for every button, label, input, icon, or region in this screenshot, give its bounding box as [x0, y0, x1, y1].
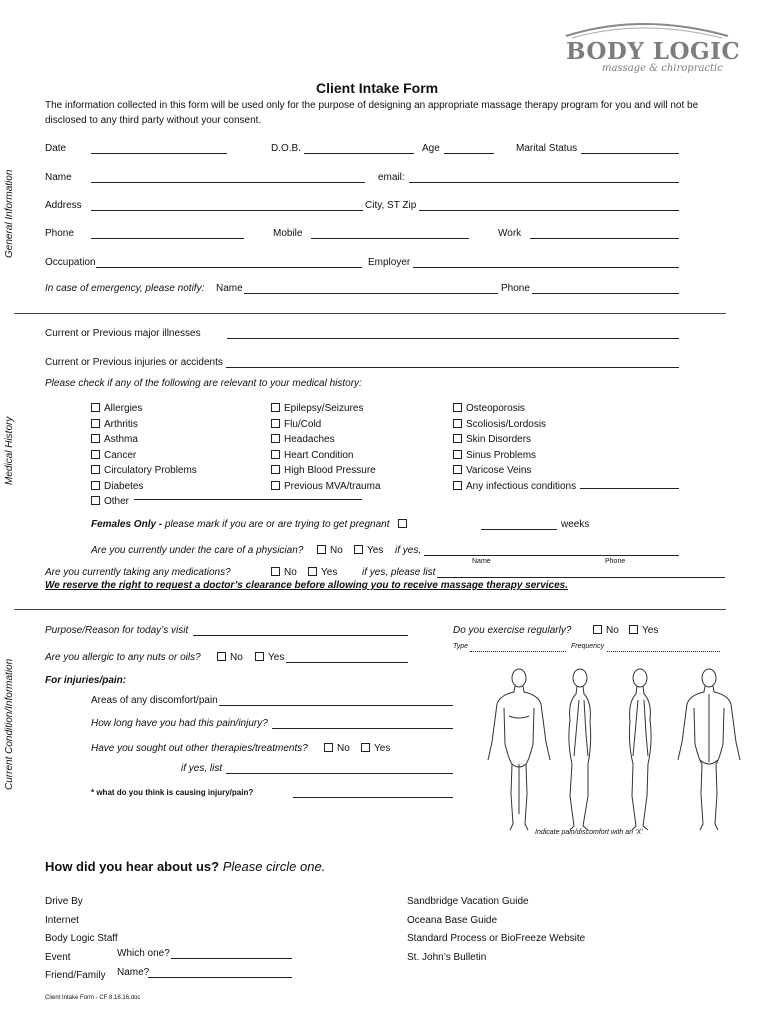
checkbox-label: Arthritis	[104, 418, 138, 430]
email-field[interactable]	[409, 182, 679, 183]
checkbox-label: Asthma	[104, 434, 138, 445]
checkbox-label: Varicose Veins	[466, 465, 532, 476]
type-label: Type	[453, 643, 469, 650]
weeks-label: weeks	[561, 519, 590, 530]
hear-option[interactable]: Sandbridge Vacation Guide	[407, 896, 529, 907]
illnesses-label: Current or Previous major illnesses	[45, 328, 201, 339]
hear-option[interactable]: Drive By	[45, 896, 83, 907]
checkbox[interactable]	[354, 545, 363, 554]
allergic-field[interactable]	[286, 662, 408, 663]
checkbox[interactable]	[593, 625, 602, 634]
body-side-figure	[629, 669, 651, 830]
areas-label: Areas of any discomfort/pain	[91, 695, 218, 706]
checkbox-label: Allergies	[104, 403, 143, 414]
females-only-label: Females Only -	[91, 519, 163, 530]
footer-text: Client Intake Form - CF 8.16.16.doc	[45, 995, 141, 1001]
hear-option[interactable]: Body Logic Staff	[45, 933, 118, 944]
indicate-caption: Indicate pain/discomfort with an ‘X’	[535, 829, 643, 836]
checkbox-item[interactable]	[453, 417, 576, 433]
checkbox[interactable]	[453, 481, 462, 490]
checkbox[interactable]	[308, 567, 317, 576]
phone-field[interactable]	[91, 238, 244, 239]
checkbox-item[interactable]	[91, 432, 197, 448]
hear-subtitle: Please circle one.	[222, 859, 326, 874]
checkbox-item[interactable]	[453, 432, 576, 448]
checkbox-label: Other	[104, 496, 130, 507]
purpose-field[interactable]	[193, 635, 408, 636]
checkbox[interactable]	[271, 403, 280, 412]
physician-question: Are you currently under the care of a physician?	[91, 545, 304, 556]
mobile-field[interactable]	[311, 238, 469, 239]
side-label-medical: Medical History	[4, 416, 15, 485]
checkbox[interactable]	[271, 434, 280, 443]
checkbox-item[interactable]	[271, 401, 381, 417]
frequency-field[interactable]	[607, 651, 720, 652]
hear-option[interactable]: Standard Process or BioFreeze Website	[407, 933, 586, 944]
physician-field[interactable]	[424, 555, 679, 556]
hear-option[interactable]: Internet	[45, 914, 79, 926]
checkbox-label: Flu/Cold	[284, 418, 322, 430]
exercise-no[interactable]: No	[593, 625, 619, 636]
checkbox-label: Headaches	[284, 434, 335, 445]
address-label: Address	[45, 200, 82, 211]
checkbox[interactable]	[217, 652, 226, 661]
checkbox-label: Previous MVA/trauma	[284, 480, 381, 492]
medications-if-yes: if yes, please list	[362, 567, 436, 578]
hear-left-list	[45, 893, 118, 986]
logo-tagline: massage & chiropractic	[602, 63, 723, 74]
date-field[interactable]	[91, 153, 227, 154]
exercise-yes[interactable]: Yes	[629, 625, 658, 636]
checkbox[interactable]	[91, 419, 100, 428]
checkbox-item[interactable]	[91, 448, 197, 464]
address-field[interactable]	[91, 210, 363, 211]
phone-caption: Phone	[605, 558, 626, 565]
females-row	[91, 519, 411, 530]
which-one-label: Which one?	[117, 948, 170, 959]
checkbox[interactable]	[271, 419, 280, 428]
checkbox-item[interactable]	[453, 401, 576, 417]
checkbox[interactable]	[317, 545, 326, 554]
checkbox-item[interactable]	[91, 463, 197, 479]
checkbox[interactable]	[91, 450, 100, 459]
other-field[interactable]	[134, 499, 362, 500]
sought-yes[interactable]: Yes	[361, 743, 390, 754]
checkbox-item[interactable]	[453, 479, 576, 495]
body-diagram[interactable]	[482, 664, 746, 834]
friend-name-field[interactable]	[148, 977, 292, 978]
checkbox-label: Heart Condition	[284, 449, 354, 461]
name-field[interactable]	[91, 182, 365, 183]
marital-label: Marital Status	[516, 143, 578, 154]
checkbox[interactable]	[91, 434, 100, 443]
hear-title: How did you hear about us?	[45, 859, 220, 874]
checkbox[interactable]	[629, 625, 638, 634]
checkbox-item[interactable]	[271, 479, 381, 495]
sought-if-yes: if yes, list	[181, 763, 223, 774]
purpose-label: Purpose/Reason for today’s visit	[45, 625, 189, 636]
checkbox[interactable]	[453, 434, 462, 443]
causing-field[interactable]	[293, 797, 453, 798]
city-field[interactable]	[419, 210, 679, 211]
condition-col-3	[453, 401, 576, 494]
exercise-question: Do you exercise regularly?	[453, 625, 572, 636]
type-field[interactable]	[470, 651, 566, 652]
emergency-name-label: Name	[216, 283, 243, 294]
checkbox[interactable]	[324, 743, 333, 752]
weeks-field[interactable]	[481, 529, 557, 530]
name-label: Name	[45, 172, 72, 183]
frequency-label: Frequency	[571, 643, 605, 650]
checkbox[interactable]	[271, 450, 280, 459]
condition-col-2	[271, 401, 381, 494]
females-text: please mark if you are or are trying to get pregnant	[164, 519, 390, 530]
checkbox-item[interactable]	[91, 494, 197, 510]
medications-no[interactable]: No	[271, 567, 297, 578]
medications-question: Are you currently taking any medications?	[45, 567, 231, 578]
intro-line-2: disclosed to any third party without your consent.	[45, 115, 262, 126]
body-back-figure	[678, 669, 740, 830]
checkbox[interactable]	[453, 403, 462, 412]
causing-question: * what do you think is causing injury/pain?	[91, 788, 254, 797]
allergic-question: Are you allergic to any nuts or oils?	[45, 652, 201, 663]
checkbox-label: High Blood Pressure	[284, 465, 376, 476]
checkbox-item[interactable]	[271, 417, 381, 433]
work-field[interactable]	[530, 238, 679, 239]
checkbox[interactable]	[91, 496, 100, 505]
hear-right-list	[407, 893, 585, 967]
pregnant-checkbox[interactable]	[398, 519, 407, 528]
checkbox-item[interactable]	[91, 417, 197, 433]
how-long-question: How long have you had this pain/injury?	[91, 718, 268, 729]
name-question-label: Name?	[117, 967, 150, 978]
section-divider	[14, 609, 726, 610]
sought-no[interactable]: No	[324, 743, 350, 754]
medications-field[interactable]	[437, 577, 725, 578]
sought-field[interactable]	[226, 773, 453, 774]
areas-field[interactable]	[219, 705, 453, 706]
logo-name: BODY LOGIC	[566, 38, 741, 65]
city-label: City, ST Zip	[365, 200, 417, 211]
hear-heading	[45, 859, 325, 874]
occupation-label: Occupation	[45, 257, 96, 268]
physician-no[interactable]: No	[317, 545, 343, 556]
checkbox[interactable]	[255, 652, 264, 661]
checkbox[interactable]	[91, 481, 100, 490]
injuries-field[interactable]	[226, 367, 679, 368]
checkbox-label: Osteoporosis	[466, 403, 525, 414]
checkbox-label: Diabetes	[104, 480, 144, 492]
reserve-note: We reserve the right to request a doctor’s clearance before allowing you to receive massage therapy services.	[45, 580, 568, 591]
phone-label: Phone	[45, 228, 74, 239]
dob-field[interactable]	[304, 153, 414, 154]
hear-option[interactable]: Event	[45, 951, 71, 963]
allergic-yes[interactable]: Yes	[255, 652, 284, 663]
date-label: Date	[45, 143, 67, 154]
body-side-figure	[569, 669, 591, 830]
allergic-no[interactable]: No	[217, 652, 243, 663]
employer-field[interactable]	[413, 267, 679, 268]
checkbox[interactable]	[91, 465, 100, 474]
checkbox-item[interactable]	[91, 401, 197, 417]
name-caption: Name	[472, 558, 491, 565]
marital-field[interactable]	[581, 153, 679, 154]
checkbox-label: Any infectious conditions	[466, 480, 577, 492]
check-prompt: Please check if any of the following are relevant to your medical history:	[45, 378, 362, 389]
checkbox[interactable]	[453, 465, 462, 474]
mobile-label: Mobile	[273, 228, 303, 239]
logo-arch-icon	[562, 18, 732, 40]
emergency-phone-field[interactable]	[532, 293, 679, 294]
hear-option[interactable]: Oceana Base Guide	[407, 914, 498, 926]
injuries-label: Current or Previous injuries or accidents	[45, 357, 223, 368]
medications-yes[interactable]: Yes	[308, 567, 337, 578]
checkbox[interactable]	[271, 567, 280, 576]
hear-option[interactable]: Friend/Family	[45, 970, 106, 981]
physician-if-yes: if yes,	[395, 545, 422, 556]
checkbox-item[interactable]	[271, 463, 381, 479]
side-label-current: Current Condition/Information	[4, 658, 15, 790]
checkbox-label: Skin Disorders	[466, 434, 532, 445]
checkbox-item[interactable]	[453, 448, 576, 464]
emergency-name-field[interactable]	[244, 293, 498, 294]
checkbox-label: Epilepsy/Seizures	[284, 403, 364, 414]
occupation-field[interactable]	[96, 267, 362, 268]
checkbox-item[interactable]	[91, 479, 197, 495]
checkbox[interactable]	[453, 450, 462, 459]
employer-label: Employer	[368, 257, 411, 268]
injuries-heading: For injuries/pain:	[45, 675, 127, 686]
checkbox-item[interactable]	[271, 432, 381, 448]
checkbox-item[interactable]	[453, 463, 576, 479]
emergency-label: In case of emergency, please notify:	[45, 283, 205, 294]
illnesses-field[interactable]	[227, 338, 679, 339]
infectious-field[interactable]	[580, 488, 679, 489]
body-front-figure	[488, 669, 550, 830]
age-field[interactable]	[444, 153, 494, 154]
condition-col-1	[91, 401, 197, 510]
checkbox[interactable]	[91, 403, 100, 412]
age-label: Age	[422, 143, 440, 154]
intro-line-1: The information collected in this form will be used only for the purpose of designing an appropriate massage therapy program for you and will not be	[45, 100, 699, 111]
email-label: email:	[378, 172, 405, 183]
checkbox[interactable]	[271, 481, 280, 490]
sought-question: Have you sought out other therapies/treatments?	[91, 743, 308, 754]
checkbox-label: Circulatory Problems	[104, 465, 197, 476]
work-label: Work	[498, 228, 522, 239]
page-title: Client Intake Form	[316, 80, 439, 96]
which-one-field[interactable]	[171, 958, 292, 959]
checkbox-label: Scoliosis/Lordosis	[466, 418, 547, 430]
dob-label: D.O.B.	[271, 143, 302, 154]
checkbox[interactable]	[361, 743, 370, 752]
hear-option[interactable]: St. John’s Bulletin	[407, 951, 487, 963]
checkbox-label: Sinus Problems	[466, 449, 537, 461]
checkbox[interactable]	[271, 465, 280, 474]
how-long-field[interactable]	[272, 728, 453, 729]
checkbox-label: Cancer	[104, 449, 137, 461]
physician-yes[interactable]: Yes	[354, 545, 383, 556]
section-divider	[14, 313, 726, 314]
emergency-phone-label: Phone	[501, 283, 530, 294]
checkbox-item[interactable]	[271, 448, 381, 464]
checkbox[interactable]	[453, 419, 462, 428]
side-label-general: General Information	[4, 169, 15, 258]
logo	[556, 18, 741, 80]
